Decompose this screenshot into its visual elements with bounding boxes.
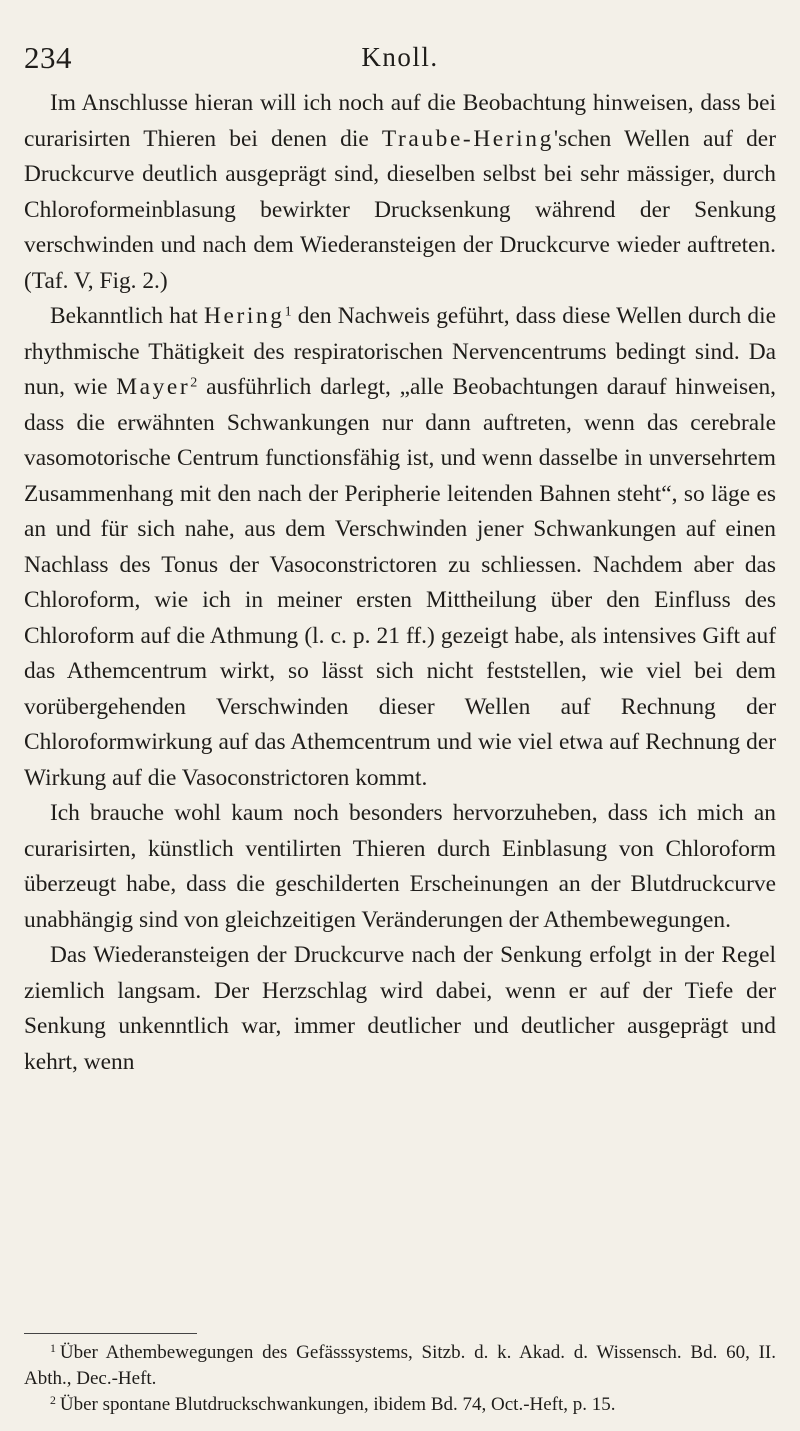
paragraph-2 — [24, 299, 776, 796]
author-name-traube-hering: Traube-Hering — [381, 125, 554, 152]
paragraph-2-text-c: ausführlich darlegt, „alle Beobachtungen darauf hinweisen, dass die erwähnten Schwankungen nur dann auftreten, wenn das cerebrale vasomotorische Centrum functionsfähig ist, und wenn dasselbe in unversehrtem Zusammenhang mit den nach der Peripherie leitenden Bahnen steht“, so läge es an und für sich nahe, aus dem Verschwinden jener Schwankungen auf einen Nachlass des Tonus der Vasoconstrictoren zu schliessen. Nachdem aber das Chloroform, wie ich in meiner ersten Mittheilung über den Einfluss des Chloroform auf die Athmung (l. c. p. 21 ff.) gezeigt habe, als intensives Gift auf das Athemcentrum wirkt, so lässt sich nicht feststellen, wie viel bei dem vorübergehenden Verschwinden dieser Wellen auf Rechnung der Chloroformwirkung auf das Athemcentrum und wie viel etwa auf Rechnung der Wirkung auf die Vasoconstrictoren kommt. — [24, 374, 776, 791]
author-name-mayer: Mayer — [116, 374, 191, 400]
footnotes — [24, 1340, 776, 1418]
footnote-2-mark: 2 — [50, 1394, 56, 1408]
footnote-ref-2: 2 — [190, 374, 198, 391]
author-name-hering: Hering — [204, 303, 285, 329]
paragraph-3: Ich brauche wohl kaum noch besonders hervorzuheben, dass ich mich an curarisirten, künstlich ventilirten Thieren durch Einblasung von Chloroform überzeugt habe, dass die geschilderten Erscheinungen an der Blutdruckcurve unabhängig sind von gleichzeitigen Veränderungen der Athembewegungen. — [24, 800, 776, 933]
body-text — [24, 86, 776, 1080]
paragraph-2-text-b: den Nachweis geführt, dass diese Wellen durch die rhythmische Thätigkeit des respiratorischen Nervencentrums bedingt sind. Da nun, wie — [24, 303, 777, 400]
paragraph-1-text-a: Im Anschlusse hieran will ich noch auf die Beobachtung hinweisen, dass bei curarisirten Thieren bei denen die — [24, 90, 776, 152]
running-head: Knoll. — [361, 42, 439, 72]
footnote-1 — [24, 1340, 776, 1392]
paragraph-4: Das Wiederansteigen der Druckcurve nach der Senkung erfolgt in der Regel ziemlich langsam. Der Herzschlag wird dabei, wenn er auf der Tiefe der Senkung unkenntlich war, immer deutlicher und deutlicher ausgeprägt und kehrt, wenn — [24, 942, 776, 1075]
footnote-2 — [24, 1392, 776, 1418]
footnote-ref-1: 1 — [284, 303, 292, 320]
page-header — [24, 40, 776, 80]
paragraph-1-text-b: 'schen Wellen auf der Druckcurve deutlich ausgeprägt sind, dieselben selbst bei sehr mässiger, durch Chloroformeinblasung bewirkter Drucksenkung während der Senkung verschwinden und nach dem Wiederansteigen der Druckcurve wieder auftreten. (Taf. V, Fig. 2.) — [24, 125, 776, 294]
footnote-1-text: Über Athembewegungen des Gefässsystems, Sitzb. d. k. Akad. d. Wissensch. Bd. 60, II. Abth., Dec.-Heft. — [24, 1342, 776, 1389]
footnote-rule — [24, 1333, 197, 1334]
footnote-2-text: Über spontane Blutdruckschwankungen, ibidem Bd. 74, Oct.-Heft, p. 15. — [59, 1394, 616, 1415]
paragraph-1 — [24, 86, 776, 299]
page-number: 234 — [24, 40, 72, 75]
paragraph-2-text-a: Bekanntlich hat — [50, 303, 205, 329]
footnote-1-mark: 1 — [50, 1342, 56, 1356]
